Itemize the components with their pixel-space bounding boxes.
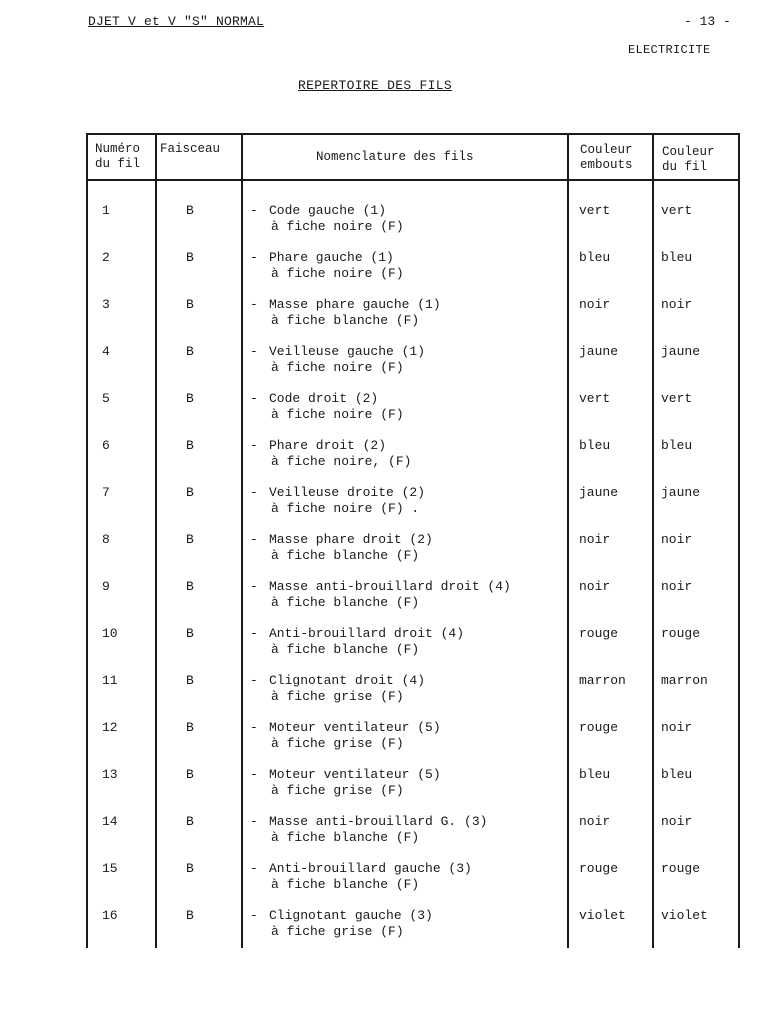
nomenclature-line-2: à fiche blanche (F) bbox=[271, 595, 420, 610]
wire-nomenclature bbox=[269, 532, 433, 564]
wire-nomenclature bbox=[269, 814, 487, 846]
nomenclature-line-1: Phare gauche (1) bbox=[269, 250, 394, 265]
wire-nomenclature bbox=[269, 344, 425, 376]
nomenclature-line-1: Anti-brouillard gauche (3) bbox=[269, 861, 472, 876]
nomenclature-line-2: à fiche noire (F) . bbox=[271, 501, 420, 516]
table-row bbox=[86, 391, 740, 438]
wire-number: 2 bbox=[102, 250, 110, 265]
harness-code: B bbox=[186, 250, 194, 265]
list-dash: - bbox=[250, 626, 258, 641]
nomenclature-line-2: à fiche noire (F) bbox=[271, 266, 404, 281]
nomenclature-line-2: à fiche grise (F) bbox=[271, 924, 404, 939]
harness-code: B bbox=[186, 673, 194, 688]
nomenclature-line-1: Anti-brouillard droit (4) bbox=[269, 626, 465, 641]
wire-color: bleu bbox=[661, 767, 693, 782]
wire-nomenclature bbox=[269, 250, 404, 282]
harness-code: B bbox=[186, 344, 194, 359]
harness-code: B bbox=[186, 767, 194, 782]
wire-number: 12 bbox=[102, 720, 118, 735]
nomenclature-line-1: Masse anti-brouillard droit (4) bbox=[269, 579, 511, 594]
document-header-title: DJET V et V "S" NORMAL bbox=[88, 14, 265, 29]
nomenclature-line-1: Veilleuse gauche (1) bbox=[269, 344, 426, 359]
harness-code: B bbox=[186, 532, 194, 547]
page-number: - 13 - bbox=[684, 14, 731, 29]
wire-number: 5 bbox=[102, 391, 110, 406]
harness-code: B bbox=[186, 626, 194, 641]
wire-color: violet bbox=[661, 908, 708, 923]
wire-nomenclature bbox=[269, 720, 441, 752]
nomenclature-line-2: à fiche blanche (F) bbox=[271, 642, 420, 657]
table-row bbox=[86, 250, 740, 297]
wire-color: rouge bbox=[661, 861, 701, 876]
nomenclature-line-2: à fiche grise (F) bbox=[271, 736, 404, 751]
wire-number: 16 bbox=[102, 908, 118, 923]
tip-color: noir bbox=[579, 814, 611, 829]
nomenclature-line-2: à fiche noire (F) bbox=[271, 407, 404, 422]
list-dash: - bbox=[250, 861, 258, 876]
nomenclature-line-2: à fiche blanche (F) bbox=[271, 830, 420, 845]
nomenclature-line-1: Masse phare gauche (1) bbox=[269, 297, 441, 312]
list-dash: - bbox=[250, 673, 258, 688]
wire-number: 8 bbox=[102, 532, 110, 547]
page-title: REPERTOIRE DES FILS bbox=[298, 78, 452, 93]
wire-number: 14 bbox=[102, 814, 118, 829]
harness-code: B bbox=[186, 861, 194, 876]
table-row bbox=[86, 861, 740, 908]
wire-nomenclature bbox=[269, 438, 411, 470]
nomenclature-line-1: Phare droit (2) bbox=[269, 438, 387, 453]
harness-code: B bbox=[186, 720, 194, 735]
table-row bbox=[86, 626, 740, 673]
wire-color: jaune bbox=[661, 344, 701, 359]
table-row bbox=[86, 532, 740, 579]
table-row bbox=[86, 485, 740, 532]
list-dash: - bbox=[250, 720, 258, 735]
wire-nomenclature bbox=[269, 297, 441, 329]
column-header-faisceau: Faisceau bbox=[160, 142, 221, 156]
nomenclature-line-2: à fiche noire, (F) bbox=[271, 454, 412, 469]
wire-color: noir bbox=[661, 297, 693, 312]
wire-nomenclature bbox=[269, 203, 404, 235]
list-dash: - bbox=[250, 767, 258, 782]
tip-color: jaune bbox=[579, 485, 619, 500]
nomenclature-line-1: Moteur ventilateur (5) bbox=[269, 720, 441, 735]
list-dash: - bbox=[250, 908, 258, 923]
tip-color: rouge bbox=[579, 626, 619, 641]
tip-color: noir bbox=[579, 532, 611, 547]
harness-code: B bbox=[186, 908, 194, 923]
wire-color: vert bbox=[661, 391, 693, 406]
nomenclature-line-1: Code droit (2) bbox=[269, 391, 379, 406]
tip-color: vert bbox=[579, 203, 611, 218]
harness-code: B bbox=[186, 297, 194, 312]
nomenclature-line-2: à fiche noire (F) bbox=[271, 219, 404, 234]
table-row bbox=[86, 438, 740, 485]
wire-nomenclature bbox=[269, 485, 425, 517]
tip-color: rouge bbox=[579, 861, 619, 876]
list-dash: - bbox=[250, 344, 258, 359]
wire-color: vert bbox=[661, 203, 693, 218]
wire-nomenclature bbox=[269, 767, 441, 799]
nomenclature-line-1: Code gauche (1) bbox=[269, 203, 387, 218]
tip-color: bleu bbox=[579, 250, 611, 265]
column-header-couleur-embouts: Couleur embouts bbox=[580, 143, 633, 172]
tip-color: noir bbox=[579, 579, 611, 594]
nomenclature-line-2: à fiche blanche (F) bbox=[271, 877, 420, 892]
column-header-couleur-fil: Couleur du fil bbox=[662, 145, 715, 174]
wire-number: 7 bbox=[102, 485, 110, 500]
harness-code: B bbox=[186, 203, 194, 218]
list-dash: - bbox=[250, 532, 258, 547]
tip-color: violet bbox=[579, 908, 626, 923]
nomenclature-line-1: Masse phare droit (2) bbox=[269, 532, 433, 547]
harness-code: B bbox=[186, 579, 194, 594]
nomenclature-line-1: Moteur ventilateur (5) bbox=[269, 767, 441, 782]
nomenclature-line-1: Clignotant gauche (3) bbox=[269, 908, 433, 923]
table-row bbox=[86, 203, 740, 250]
tip-color: noir bbox=[579, 297, 611, 312]
section-label: ELECTRICITE bbox=[628, 43, 711, 57]
nomenclature-line-2: à fiche blanche (F) bbox=[271, 313, 420, 328]
wire-nomenclature bbox=[269, 908, 433, 940]
wire-color: marron bbox=[661, 673, 708, 688]
list-dash: - bbox=[250, 203, 258, 218]
wire-color: noir bbox=[661, 579, 693, 594]
table-row bbox=[86, 908, 740, 955]
wire-nomenclature bbox=[269, 626, 464, 658]
wire-color: noir bbox=[661, 720, 693, 735]
wire-number: 13 bbox=[102, 767, 118, 782]
column-header-nomenclature: Nomenclature des fils bbox=[316, 150, 474, 164]
list-dash: - bbox=[250, 438, 258, 453]
wire-number: 1 bbox=[102, 203, 110, 218]
nomenclature-line-1: Veilleuse droite (2) bbox=[269, 485, 426, 500]
list-dash: - bbox=[250, 250, 258, 265]
table-row bbox=[86, 673, 740, 720]
harness-code: B bbox=[186, 814, 194, 829]
harness-code: B bbox=[186, 391, 194, 406]
tip-color: jaune bbox=[579, 344, 619, 359]
table-row bbox=[86, 579, 740, 626]
tip-color: bleu bbox=[579, 767, 611, 782]
wire-number: 9 bbox=[102, 579, 110, 594]
list-dash: - bbox=[250, 391, 258, 406]
table-top-border bbox=[86, 133, 740, 135]
wire-color: noir bbox=[661, 532, 693, 547]
wire-nomenclature bbox=[269, 391, 404, 423]
tip-color: vert bbox=[579, 391, 611, 406]
wire-color: noir bbox=[661, 814, 693, 829]
wire-color: bleu bbox=[661, 438, 693, 453]
table-row bbox=[86, 720, 740, 767]
tip-color: rouge bbox=[579, 720, 619, 735]
wire-number: 11 bbox=[102, 673, 118, 688]
nomenclature-line-2: à fiche noire (F) bbox=[271, 360, 404, 375]
wire-nomenclature bbox=[269, 579, 511, 611]
wire-color: rouge bbox=[661, 626, 701, 641]
list-dash: - bbox=[250, 485, 258, 500]
wire-color: jaune bbox=[661, 485, 701, 500]
wire-nomenclature bbox=[269, 861, 472, 893]
wire-nomenclature bbox=[269, 673, 425, 705]
table-row bbox=[86, 344, 740, 391]
nomenclature-line-2: à fiche grise (F) bbox=[271, 783, 404, 798]
wire-number: 10 bbox=[102, 626, 118, 641]
harness-code: B bbox=[186, 438, 194, 453]
table-row bbox=[86, 767, 740, 814]
wire-number: 6 bbox=[102, 438, 110, 453]
nomenclature-line-1: Clignotant droit (4) bbox=[269, 673, 426, 688]
tip-color: bleu bbox=[579, 438, 611, 453]
wire-number: 15 bbox=[102, 861, 118, 876]
list-dash: - bbox=[250, 579, 258, 594]
column-header-numero: Numéro du fil bbox=[95, 142, 141, 171]
table-row bbox=[86, 814, 740, 861]
nomenclature-line-2: à fiche grise (F) bbox=[271, 689, 404, 704]
list-dash: - bbox=[250, 297, 258, 312]
wire-number: 4 bbox=[102, 344, 110, 359]
table-row bbox=[86, 297, 740, 344]
list-dash: - bbox=[250, 814, 258, 829]
harness-code: B bbox=[186, 485, 194, 500]
wire-number: 3 bbox=[102, 297, 110, 312]
tip-color: marron bbox=[579, 673, 626, 688]
nomenclature-line-2: à fiche blanche (F) bbox=[271, 548, 420, 563]
table-header-divider bbox=[86, 179, 740, 181]
nomenclature-line-1: Masse anti-brouillard G. (3) bbox=[269, 814, 488, 829]
wire-color: bleu bbox=[661, 250, 693, 265]
